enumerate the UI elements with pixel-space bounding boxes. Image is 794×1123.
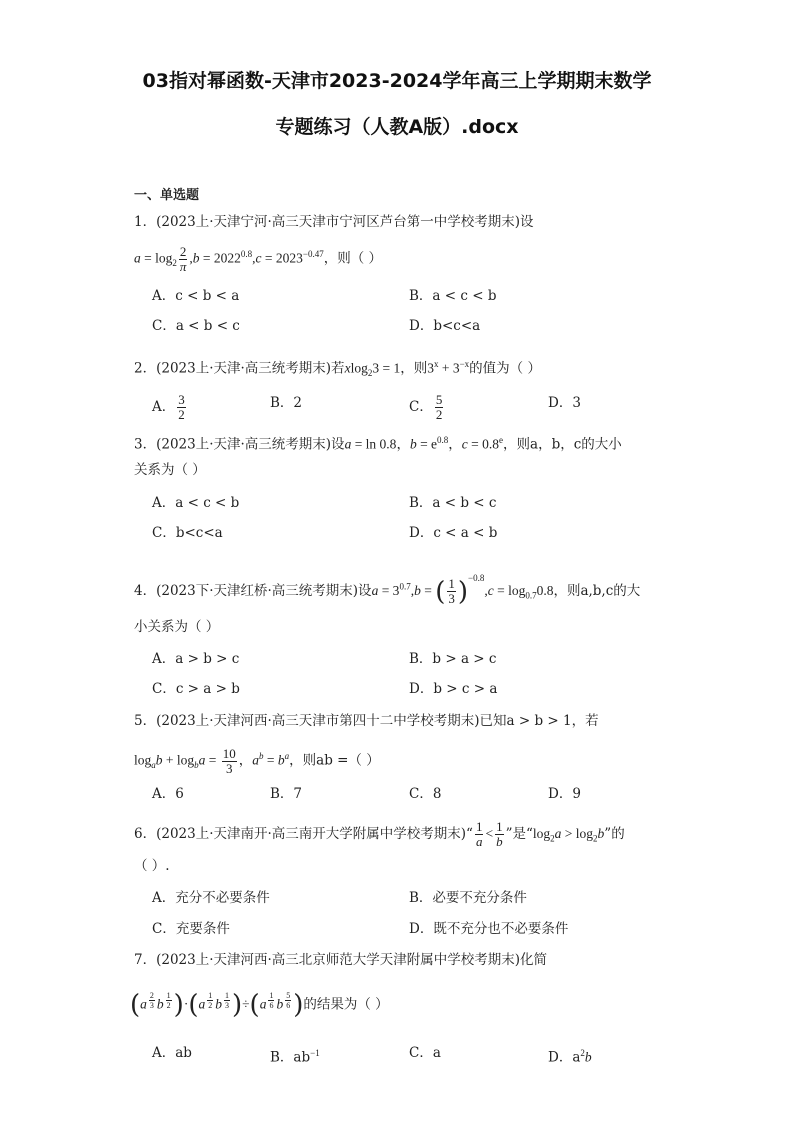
q5-option-c[interactable]: C．8: [409, 786, 442, 802]
q4-option-a[interactable]: A．a > b > c: [152, 651, 240, 667]
q5-formula: $\log_ab + \log_ba$ = $\frac{10}{3}$ ，$a^b = b^a$，则ab =（ ）: [134, 745, 380, 776]
q7-option-c[interactable]: C．a: [409, 1045, 441, 1061]
q6-stem-cont: （ ）.: [134, 858, 170, 874]
q2-option-d[interactable]: D．3: [548, 395, 581, 411]
q5-option-b[interactable]: B．7: [270, 786, 303, 802]
q2-stem-text: 2．(2023上·天津·高三统考期末)若: [134, 360, 345, 377]
q6-option-b[interactable]: B．必要不充分条件: [409, 890, 527, 906]
q6-option-a[interactable]: A．充分不必要条件: [152, 890, 270, 906]
q3-option-b[interactable]: B．a < b < c: [409, 495, 497, 511]
q2-option-b[interactable]: B．2: [270, 395, 303, 411]
q7-formula: (a $^{\frac{2}{3}}$ b $^{\frac{1}{2}}$ )·(a $^{\frac{1}{2}}$ b $^{\frac{1}{3}}$ )÷(a $^{\frac{1}{6}}$ b $^{\frac{5}{6}}$ )的结果为（ ）: [130, 990, 389, 1020]
q6-option-d[interactable]: D．既不充分也不必要条件: [409, 921, 569, 937]
q3-stem: 3．(2023上·天津·高三统考期末)设a = ln 0.8，$b = e^{0.8}$，c = 0.8$^e$，则a，b，c的大小: [134, 435, 622, 453]
q7-option-b[interactable]: B．$ab^{-1}$: [270, 1048, 320, 1066]
q3-option-d[interactable]: D．c < a < b: [409, 525, 498, 541]
q6-stem: 6．(2023上·天津南开·高三南开大学附属中学校考期末)“ $\frac{1}{a}$ < $\frac{1}{b}$ ”是“$\log_2a > \log_2b$”的: [134, 819, 625, 849]
q4-stem-cont: 小关系为（ ）: [134, 619, 220, 635]
q5-option-d[interactable]: D．9: [548, 786, 581, 802]
q1-option-a[interactable]: A．c < b < a: [152, 288, 240, 304]
q1-option-c[interactable]: C．a < b < c: [152, 318, 240, 334]
q2-option-c[interactable]: C． $\frac{5}{2}$: [409, 392, 443, 422]
q3-stem-cont: 关系为（ ）: [134, 462, 206, 478]
q6-option-c[interactable]: C．充要条件: [152, 921, 230, 937]
q1-stem: 1．(2023上·天津宁河·高三天津市宁河区芦台第一中学校考期末)设: [134, 214, 534, 230]
doc-title-line1: 03指对幂函数-天津市2023-2024学年高三上学期期末数学: [142, 70, 652, 92]
q3-option-a[interactable]: A．a < c < b: [152, 495, 240, 511]
q2-mid: ，则: [400, 360, 428, 377]
q1-option-d[interactable]: D．b<c<a: [409, 318, 481, 334]
q7-stem: 7．(2023上·天津河西·高三北京师范大学天津附属中学校考期末)化简: [134, 952, 548, 968]
q7-option-d[interactable]: D．$a^2b$: [548, 1048, 592, 1066]
q1-tail: ，则（ ）: [323, 250, 382, 267]
q2-tail: 的值为（ ）: [469, 360, 541, 377]
q4-stem: 4．(2023下·天津红桥·高三统考期末)设$a = 3^{0.7},b$ = ( $\frac{1}{3}$ )$^{-0.8},c = \log_{0.7}0.8$，则a,b,c的大: [134, 573, 641, 607]
q5-stem: 5．(2023上·天津河西·高三天津市第四十二中学校考期末)已知a > b > 1，若: [134, 713, 599, 729]
q5-option-a[interactable]: A．6: [152, 786, 184, 802]
q3-option-c[interactable]: C．b<c<a: [152, 525, 223, 541]
q1-formula: $a = \log_2$ $\frac{2}{\pi}$ $,b = 2022^{0.8},c = 2023^{-0.47}$，则（ ）: [134, 243, 382, 274]
q4-option-c[interactable]: C．c > a > b: [152, 681, 240, 697]
q7-option-a[interactable]: A．ab: [152, 1045, 192, 1061]
q4-option-b[interactable]: B．b > a > c: [409, 651, 497, 667]
q1-option-b[interactable]: B．a < c < b: [409, 288, 497, 304]
section-heading: 一、单选题: [134, 188, 200, 203]
doc-title-line2: 专题练习（人教A版）.docx: [275, 116, 519, 138]
q2-stem: 2．(2023上·天津·高三统考期末)若xlog$_2$3 = 1，则$3^x + 3^{-x}$的值为（ ）: [134, 359, 541, 379]
q2-option-a[interactable]: A． $\frac{3}{2}$: [152, 392, 185, 422]
q4-option-d[interactable]: D．b > c > a: [409, 681, 498, 697]
